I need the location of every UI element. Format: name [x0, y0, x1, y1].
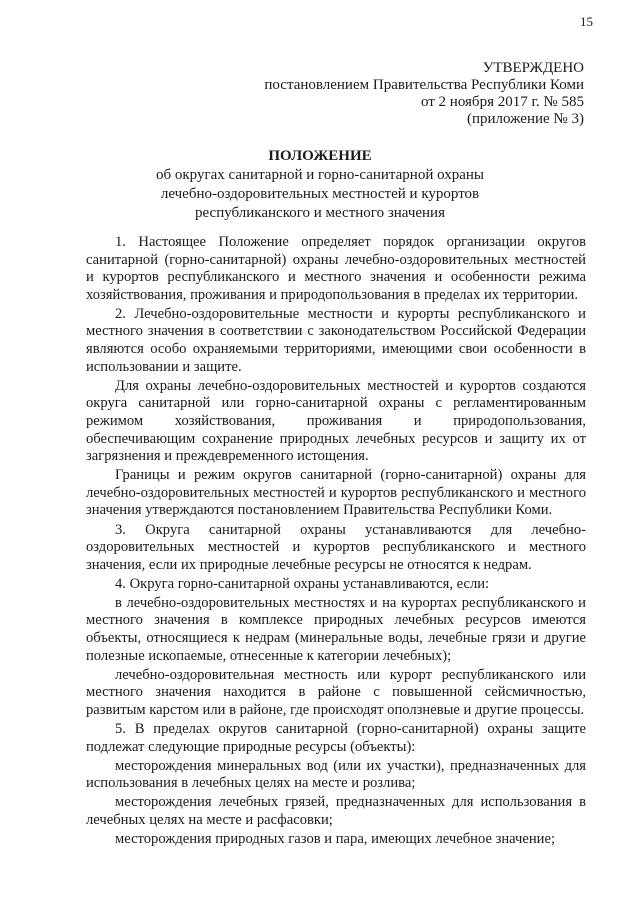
paragraph: 1. Настоящее Положение определяет порядок организации округов санитарной (горно-санитарной) охраны лечебно-оздоровительных местностей и курортов республиканского и местного значения и особенности режима хозяйствования, проживания и природопользования в пределах их территории.: [86, 234, 586, 303]
document-title: ПОЛОЖЕНИЕ: [268, 148, 372, 164]
approval-line: от 2 ноября 2017 г. № 585: [420, 94, 584, 110]
paragraph: 3. Округа санитарной охраны устанавливаются для лечебно-оздоровительных местностей и курортов республиканского и местного значения, если их природные лечебные ресурсы не относятся к недрам.: [86, 521, 586, 573]
document-title-block: [0, 147, 640, 223]
paragraph: месторождения природных газов и пара, имеющих лечебное значение;: [115, 831, 556, 848]
document-body: [86, 234, 586, 850]
paragraph: месторождения минеральных вод (или их участки), предназначенных для использования в лечебных целях на месте и розлива;: [86, 757, 586, 792]
paragraph: 5. В пределах округов санитарной (горно-санитарной) охраны защите подлежат следующие природные ресурсы (объекты):: [86, 721, 586, 755]
document-subtitle: об округах санитарной и горно-санитарной охраны: [155, 167, 484, 183]
paragraph: 2. Лечебно-оздоровительные местности и курорты республиканского и местного значения в соответствии с законодательством Российской Федерации являются особо охраняемыми территориями, имеющими свои особенности в использовании и защите.: [86, 305, 586, 375]
approval-line: (приложение № 3): [466, 111, 584, 127]
approval-stamp: [264, 60, 584, 128]
paragraph: месторождения лечебных грязей, предназначенных для использования в лечебных целях на месте и расфасовки;: [86, 794, 586, 828]
page-number: 15: [580, 14, 593, 29]
approval-line: УТВЕРЖДЕНО: [482, 60, 584, 76]
paragraph: в лечебно-оздоровительных местностях и на курортах республиканского и местного значения в комплексе природных лечебных ресурсов имеются объекты, относящиеся к недрам (минеральные воды, лечебные грязи и другие полезные ископаемые, отнесенные к категории лечебных);: [86, 594, 586, 664]
approval-line: постановлением Правительства Республики Коми: [264, 77, 584, 93]
paragraph: лечебно-оздоровительная местность или курорт республиканского или местного значения находится в районе с повышенной сейсмичностью, развитым карстом или в районе, где происходят оползневые и другие процессы.: [86, 666, 586, 718]
document-subtitle: лечебно-оздоровительных местностей и курортов: [160, 186, 480, 202]
paragraph: Для охраны лечебно-оздоровительных местностей и курортов создаются округа санитарной или горно-санитарной охраны с регламентированным режимом хозяйствования, проживания и природопользования, обеспечивающим сохранение природных лечебных ресурсов и защиту их от загрязнения и преждевременного истощения.: [86, 377, 586, 465]
paragraph: 4. Округа горно-санитарной охраны устанавливаются, если:: [115, 575, 490, 592]
paragraph: Границы и режим округов санитарной (горно-санитарной) охраны для лечебно-оздоровительных местностей и курортов республиканского и местного значения утверждаются постановлением Правительства Республики Коми.: [86, 467, 586, 519]
document-subtitle: республиканского и местного значения: [195, 205, 445, 221]
